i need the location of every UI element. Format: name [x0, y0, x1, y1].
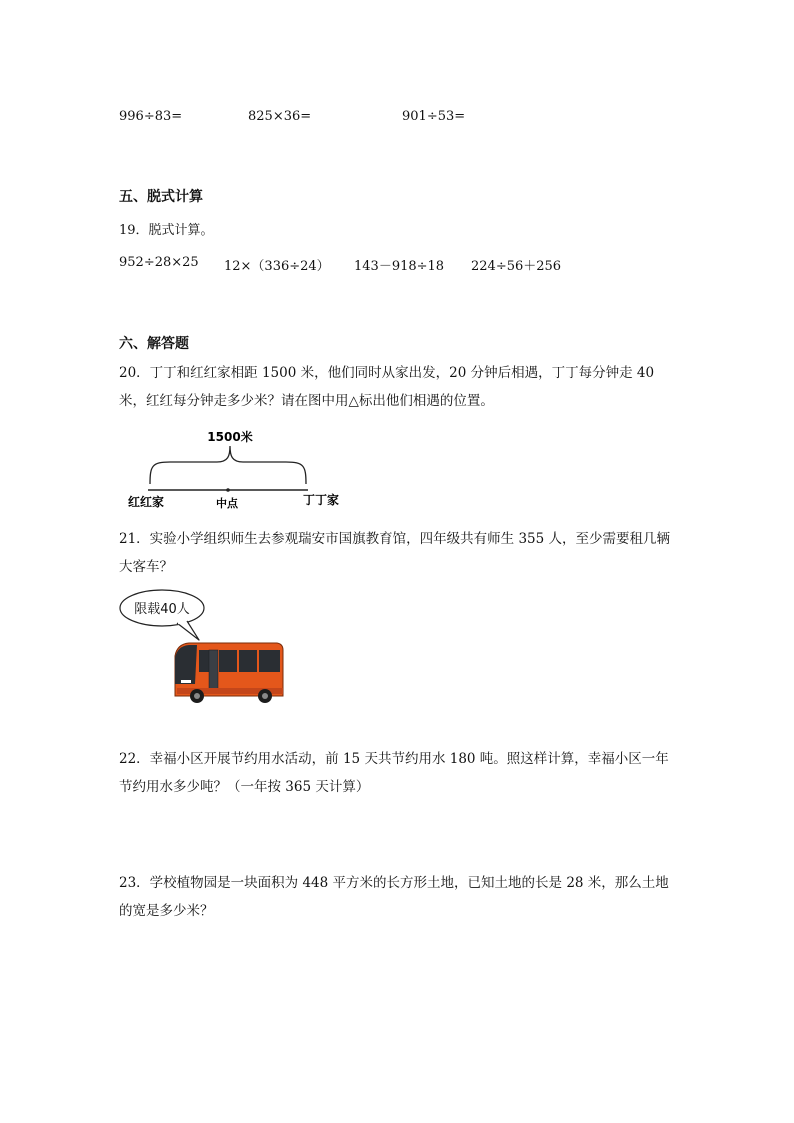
distance-brace [150, 446, 306, 484]
bubble-text: 限载40人 [134, 602, 190, 617]
expr-4: 224÷56＋256 [471, 259, 562, 274]
question-23: 23．学校植物园是一块面积为 448 平方米的长方形土地，已知土地的长是 28 米，那么土地的宽是多少米？ [119, 875, 669, 919]
bus-illustration [117, 588, 297, 708]
expr-3: 143－918÷18 [354, 259, 445, 274]
expr-1: 952÷28×25 [119, 255, 199, 270]
expr-825-36: 825×36= [248, 109, 312, 124]
expr-901-53: 901÷53= [402, 109, 466, 124]
speech-bubble [120, 590, 204, 640]
expr-2: 12×（336÷24） [224, 259, 330, 274]
right-home-label: 丁丁家 [303, 493, 340, 507]
question-22: 22．幸福小区开展节约用水活动，前 15 天共节约用水 180 吨。照这样计算，幸福小区一年节约用水多少吨？（一年按 365 天计算） [119, 751, 669, 795]
midpoint-dot [226, 488, 230, 492]
bus-icon [175, 643, 283, 703]
left-home-label: 红红家 [128, 495, 165, 509]
distance-diagram [120, 426, 360, 514]
question-20: 20．丁丁和红红家相距 1500 米，他们同时从家出发，20 分钟后相遇，丁丁每分钟走 40 米，红红每分钟走多少米？请在图中用△标出他们相遇的位置。 [119, 365, 655, 409]
section-5-title: 五、脱式计算 [119, 189, 203, 205]
midpoint-label: 中点 [216, 497, 238, 510]
section-6-title: 六、解答题 [119, 336, 189, 352]
distance-label: 1500米 [207, 430, 253, 444]
question-21: 21．实验小学组织师生去参观瑞安市国旗教育馆，四年级共有师生 355 人，至少需要租几辆大客车？ [119, 531, 671, 575]
expr-996-83: 996÷83= [119, 109, 183, 124]
question-19-label: 19．脱式计算。 [119, 223, 214, 238]
